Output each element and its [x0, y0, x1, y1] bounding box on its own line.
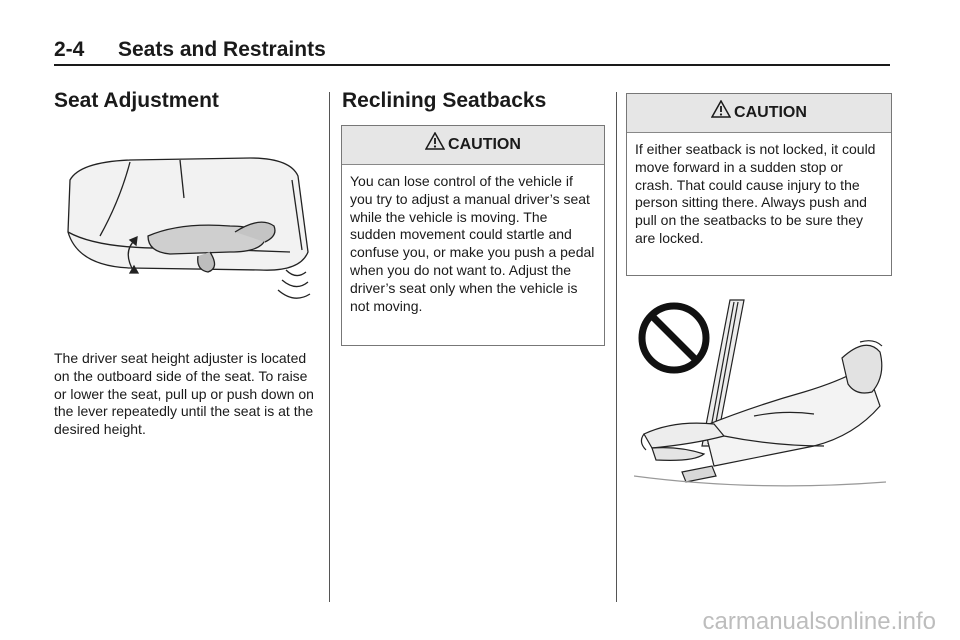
prohibition-icon [642, 306, 706, 370]
seat-adjustment-text: The driver seat height adjuster is located on the outboard side of the seat. To raise or lower the seat, pull up or push down on the lever repeatedly until the seat is at the desired height. [54, 350, 314, 438]
section-heading-seat-adjustment: Seat Adjustment [54, 89, 219, 112]
column-divider [329, 92, 330, 602]
warning-triangle-icon [425, 132, 445, 150]
caution-box [341, 125, 605, 346]
caution-header [627, 94, 891, 133]
caution-box [626, 93, 892, 276]
caution-label: CAUTION [448, 136, 521, 153]
chapter-title: Seats and Restraints [118, 38, 326, 61]
warning-triangle-icon [711, 100, 731, 118]
caution-text: If either seatback is not locked, it could move forward in a sudden stop or crash. That could cause injury to the person sitting there. Always push and pull on the seatbacks to be sure they are locked. [635, 141, 876, 246]
watermark: carmanualsonline.info [702, 608, 936, 635]
seat-height-adjuster-illustration [60, 140, 312, 310]
caution-text: You can lose control of the vehicle if you try to adjust a manual driver’s seat while the vehicle is moving. The sudden movement could startle and confuse you, or make you push a pedal when you do not want to. Adjust the driver’s seat only when the vehicle is not moving. [350, 173, 595, 314]
caution-header [342, 126, 604, 165]
page-header [54, 38, 890, 66]
page-number: 2-4 [54, 38, 85, 61]
caution-label: CAUTION [734, 104, 807, 121]
reclined-passenger-illustration [634, 296, 886, 492]
section-heading-reclining-seatbacks: Reclining Seatbacks [342, 89, 547, 112]
column-divider [616, 92, 617, 602]
